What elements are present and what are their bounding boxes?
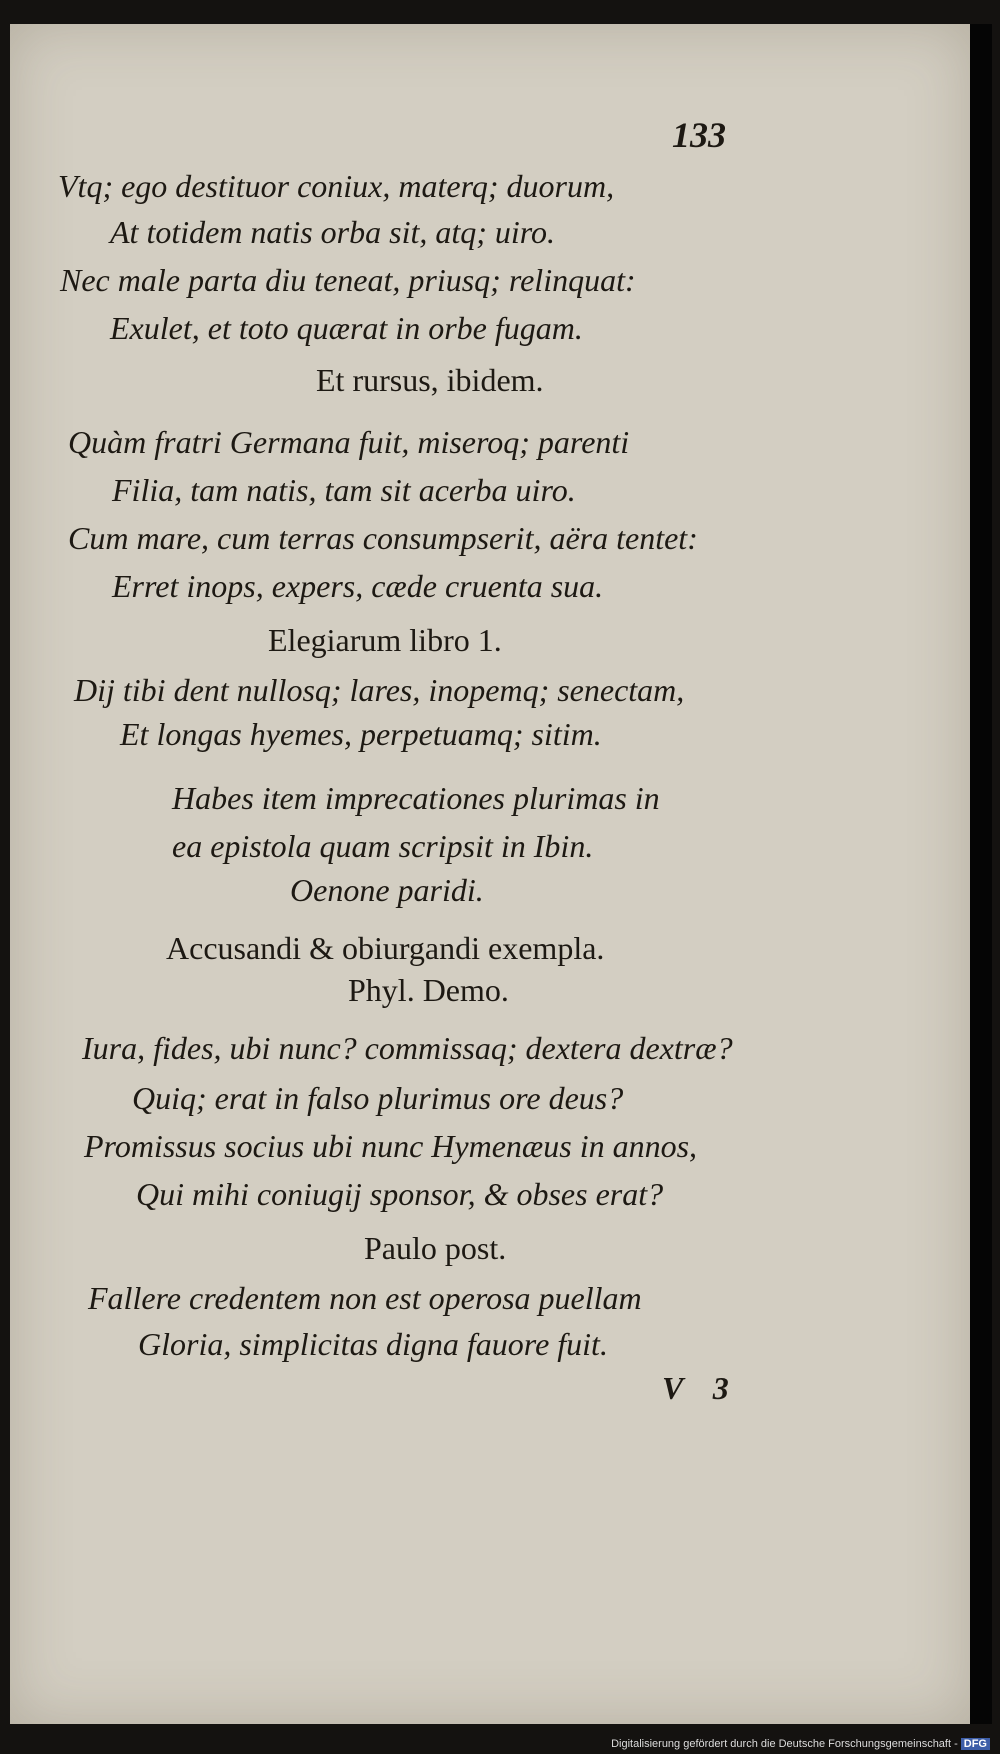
verse-line: Erret inops, expers, cæde cruenta sua. [112, 568, 604, 604]
verse-line: At totidem natis orba sit, atq; uiro. [110, 214, 556, 250]
verse-line: Dij tibi dent nullosq; lares, inopemq; senectam, [74, 672, 685, 708]
section-heading: Et rursus, ibidem. [316, 362, 544, 398]
verse-line: Exulet, et toto quærat in orbe fugam. [110, 310, 583, 346]
verse-line: Cum mare, cum terras consumpserit, aëra tentet: [68, 520, 698, 556]
signature-mark: V 3 [662, 1370, 729, 1406]
verse-line: Promissus socius ubi nunc Hymenæus in annos, [84, 1128, 698, 1164]
verse-line: Quàm fratri Germana fuit, miseroq; parenti [68, 424, 630, 460]
section-heading: Phyl. Demo. [348, 972, 509, 1008]
verse-line: Qui mihi coniugij sponsor, & obses erat? [136, 1176, 664, 1212]
verse-line: Et longas hyemes, perpetuamq; sitim. [120, 716, 602, 752]
prose-line: ea epistola quam scripsit in Ibin. [172, 828, 594, 864]
page-number: 133 [672, 115, 726, 155]
page-edge [970, 24, 992, 1724]
prose-line: Oenone paridi. [290, 872, 484, 908]
verse-line: Vtq; ego destituor coniux, materq; duorum, [58, 168, 615, 204]
dfg-logo: DFG [961, 1738, 990, 1750]
digitization-credit [611, 1738, 990, 1750]
verse-line: Filia, tam natis, tam sit acerba uiro. [112, 472, 576, 508]
section-heading: Paulo post. [364, 1230, 507, 1266]
prose-line: Habes item imprecationes plurimas in [172, 780, 660, 816]
verse-line: Nec male parta diu teneat, priusq; relinquat: [60, 262, 636, 298]
verse-line: Iura, fides, ubi nunc? commissaq; dextera dextræ? [82, 1030, 733, 1066]
section-heading: Elegiarum libro 1. [268, 622, 502, 658]
verse-line: Gloria, simplicitas digna fauore fuit. [138, 1326, 608, 1362]
section-heading: Accusandi & obiurgandi exempla. [166, 930, 605, 966]
credit-text: Digitalisierung gefördert durch die Deutsche Forschungsgemeinschaft - [611, 1738, 958, 1750]
verse-line: Fallere credentem non est operosa puellam [88, 1280, 642, 1316]
verse-line: Quiq; erat in falso plurimus ore deus? [132, 1080, 624, 1116]
